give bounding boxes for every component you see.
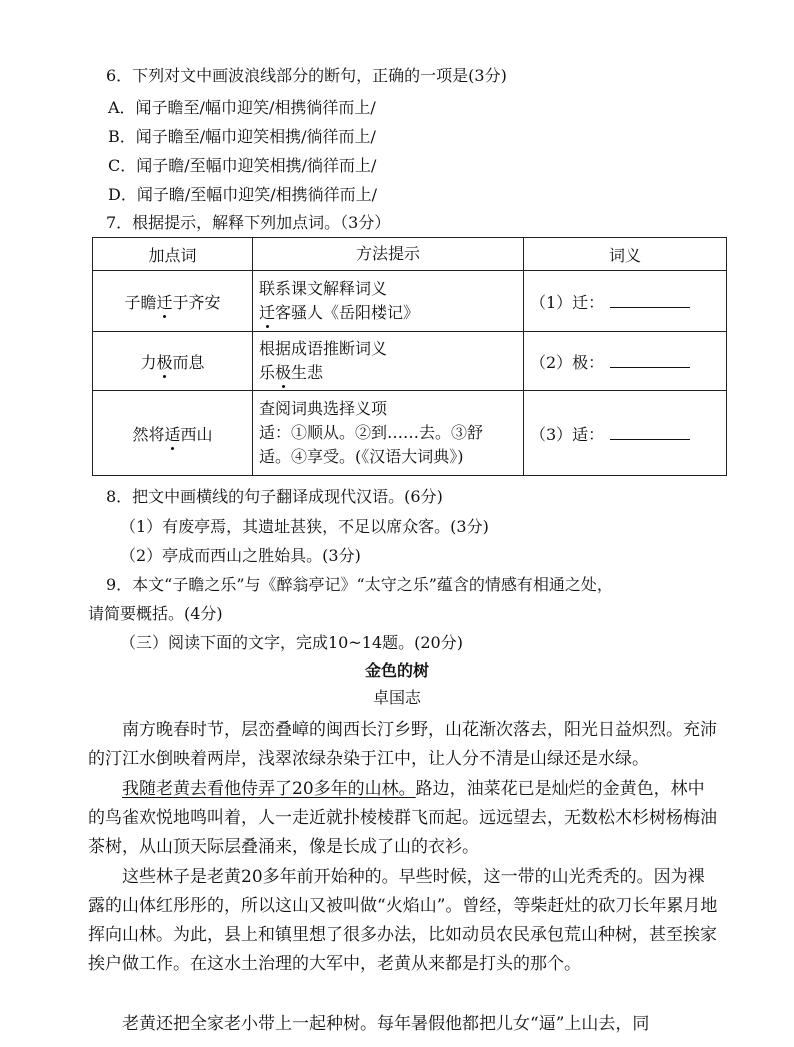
q8-item-2: （2）亭成而西山之胜始具。(3分) [120, 546, 361, 565]
table-header-row [93, 238, 727, 271]
vocab-word: 然将适西山 [93, 391, 253, 476]
vocab-table [92, 237, 727, 476]
answer-cell: （3）适： [524, 391, 727, 476]
table-header: 加点词 [93, 238, 253, 271]
dotted-char: 迁 [156, 292, 173, 312]
dotted-char: 极 [156, 352, 173, 372]
article-paragraph: 老黄还把全家老小带上一起种树。每年暑假他都把儿女“逼”上山去，同 [122, 1014, 650, 1034]
vocab-word: 子瞻迁于齐安 [93, 271, 253, 332]
dotted-char: 迁 [259, 303, 276, 322]
q9-stem-cont: 请简要概括。(4分) [88, 604, 223, 623]
q6-option-c: C．闻子瞻/至幅巾迎笑相携/徜徉而上/ [108, 156, 377, 175]
underlined-sentence: 我随老黄去看他侍弄了20多年的山林。 [122, 779, 416, 799]
method-hint: 根据成语推断词义 乐极生悲 [253, 332, 524, 391]
article-paragraph: 这些林子是老黄20多年前开始种的。早些时候，这一带的山光秃秃的。因为裸露的山体红彤彤的，所以这山又被叫做“火焰山”。曾经，等柴赶灶的砍刀长年累月地挥向山林。为此，县上和镇里想了很多办法，比如动员农民承包荒山种树，甚至挨家挨户做工作。在这水土治理的大军中，老黄从来都是打头的那个。 [88, 867, 718, 974]
table-header: 词义 [524, 238, 727, 271]
method-hint: 联系课文解释词义 迁客骚人《岳阳楼记》 [253, 271, 524, 332]
q6-option-b: B．闻子瞻至/幅巾迎笑相携/徜徉而上/ [108, 127, 376, 146]
q7-stem: 7．根据提示，解释下列加点词。（3分） [106, 213, 391, 232]
answer-cell: （2）极： [524, 332, 727, 391]
dotted-char: 适 [164, 424, 181, 444]
q9-stem: 9．本文“子瞻之乐”与《醉翁亭记》“太守之乐”蕴含的情感有相通之处， [106, 575, 613, 594]
table-row [93, 391, 727, 476]
q8-item-1: （1）有废亭焉，其遗址甚狭，不足以席众客。(3分) [120, 517, 489, 536]
answer-blank[interactable] [610, 353, 690, 368]
q6-option-a: A．闻子瞻至/幅巾迎笑/相携徜徉而上/ [108, 98, 376, 117]
answer-blank[interactable] [610, 293, 690, 308]
table-row [93, 271, 727, 332]
dotted-char: 极 [275, 363, 292, 382]
table-header: 方法提示 [253, 238, 524, 271]
vocab-word: 力极而息 [93, 332, 253, 391]
q6-option-d: D．闻子瞻/至幅巾迎笑/相携徜徉而上/ [108, 185, 378, 204]
article-title: 金色的树 [364, 661, 429, 680]
answer-cell: （1）迁： [524, 271, 727, 332]
article-paragraph: 南方晚春时节，层峦叠嶂的闽西长汀乡野，山花渐次落去，阳光日益炽烈。充沛的汀江水倒映着两岸，浅翠浓绿杂染于江中，让人分不清是山绿还是水绿。 [88, 720, 717, 769]
section-heading: （三）阅读下面的文字，完成10~14题。(20分) [120, 633, 463, 652]
article-author: 卓国志 [372, 688, 421, 707]
method-hint: 查阅词典选择义项 适：①顺从。②到……去。③舒 适。④享受。(《汉语大词典》) [253, 391, 524, 476]
article-paragraph: 我随老黄去看他侍弄了20多年的山林。路边，油菜花已是灿烂的金黄色，林中的鸟雀欢悦地鸣叫着，人一走近就扑棱棱群飞而起。远远望去，无数松木杉树杨梅油茶树，从山顶天际层叠涌来，像是长成了山的衣衫。 [88, 779, 717, 857]
q6-stem: 6．下列对文中画波浪线部分的断句，正确的一项是(3分) [106, 66, 507, 85]
table-row [93, 332, 727, 391]
answer-blank[interactable] [610, 425, 690, 440]
q8-stem: 8．把文中画横线的句子翻译成现代汉语。(6分) [106, 487, 443, 506]
